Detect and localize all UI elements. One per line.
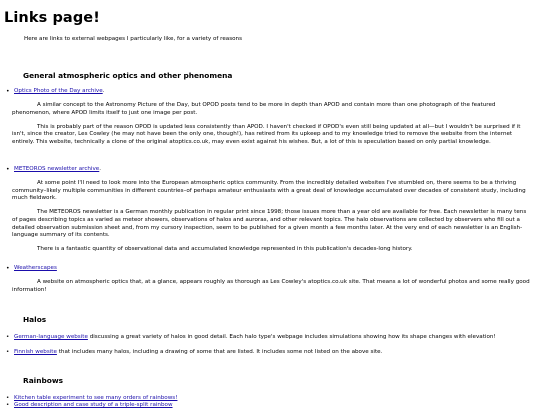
link-finnish-website[interactable]: Finnish website	[14, 349, 57, 355]
paragraph: The METEOROS newsletter is a German monthly publication in regular print since 1998; those issues more than a year old are available for free. Each newsletter is many tens of pages describing topics as varied as meteor showers, observations of halos and auroras, and other relevant topics. The halo observations are collected by observers who fill out a detailed observation submission sheet and, from my cursory inspection, seem to be published for a given month a few months later. At the very end of each newsletter is an English-language summary of its contents.	[12, 209, 527, 239]
list-item-meteoros	[6, 166, 530, 254]
list-item-text	[6, 349, 530, 357]
list-item-german-halos	[6, 334, 530, 342]
paragraph: There is a fantastic quantity of observational data and accumulated knowledge represented in this publication's decades-long history.	[37, 246, 413, 253]
bullet-icon: •	[6, 166, 10, 173]
list-item-head	[6, 166, 530, 174]
list-item-opod	[6, 88, 530, 147]
intro-text: Here are links to external webpages I particularly like, for a variety of reasons	[24, 36, 243, 42]
bullet-icon: •	[6, 265, 10, 272]
section-heading-halos: Halos	[23, 315, 47, 324]
link-description: that includes many halos, including a drawing of some that are listed. It includes some not listed on the above site.	[56, 349, 383, 355]
link-triple-split-rainbow[interactable]: Good description and case study of a triple-split rainbow	[14, 402, 173, 408]
bullet-icon: •	[6, 402, 10, 408]
bullet-icon: •	[6, 349, 10, 355]
section-heading-rainbows: Rainbows	[23, 376, 64, 385]
list-item-head	[6, 88, 530, 96]
list-item-triple-split	[6, 402, 530, 410]
list-item-text	[6, 402, 530, 410]
link-suffix: .	[99, 166, 102, 172]
link-german-website[interactable]: German-language website	[14, 334, 88, 340]
list-item-text	[6, 334, 530, 342]
bullet-icon: •	[6, 334, 10, 340]
list-item-finnish-halos	[6, 349, 530, 357]
link-kitchen-experiment[interactable]: Kitchen table experiment to see many orders of rainbows!	[14, 395, 178, 401]
paragraph: A website on atmospheric optics that, at a glance, appears roughly as thorough as Les Cowley's atoptics.co.uk site. That means a lot of wonderful photos and some really good information!	[12, 279, 530, 293]
list-item-head	[6, 265, 530, 273]
list-item-weatherscapes	[6, 265, 530, 294]
paragraph: A similar concept to the Astronomy Picture of the Day, but OPOD posts tend to be more in depth than APOD and contain more than one photograph of the featured phenomenon, where APOD limits itself to just one image per post.	[12, 102, 496, 116]
link-meteoros-archive[interactable]: METEOROS newsletter archive	[14, 166, 100, 172]
link-opod-archive[interactable]: Optics Photo of the Day archive	[14, 88, 103, 94]
link-description: discussing a great variety of halos in good detail. Each halo type's webpage includes simulations showing how its shape changes with elevation!	[87, 334, 496, 340]
link-weatherscapes[interactable]: Weatherscapes	[14, 265, 57, 271]
section-heading-optics: General atmospheric optics and other phenomena	[23, 71, 233, 80]
paragraph: This is probably part of the reason OPOD is updated less consistently than APOD. I haven't checked if OPOD's even still being updated at all—but I wouldn't be surprised if it isn't, since the creator, Les Cowley (he may not have been the only one, though!), has retired from its upkeep and to my knowledge tried to remove the website from the internet entirely. This website, technically a clone of the original atoptics.co.uk, may even exist against his wishes. But, a lot of this is speculation based on only partial knowledge.	[12, 123, 521, 145]
bullet-icon: •	[6, 88, 10, 95]
page-title: Links page!	[4, 10, 100, 26]
bullet-icon: •	[6, 395, 10, 401]
link-suffix: .	[102, 88, 105, 94]
paragraph: At some point I'll need to look more into the European atmospheric optics community. From the incredibly detailed websites I've stumbled on, there seems to be a thriving community–likely multiple communities in different countries–of perhaps amateur enthusiasts with a great deal of knowledge accumulated over decades of consistent study, including much fieldwork.	[12, 180, 526, 202]
